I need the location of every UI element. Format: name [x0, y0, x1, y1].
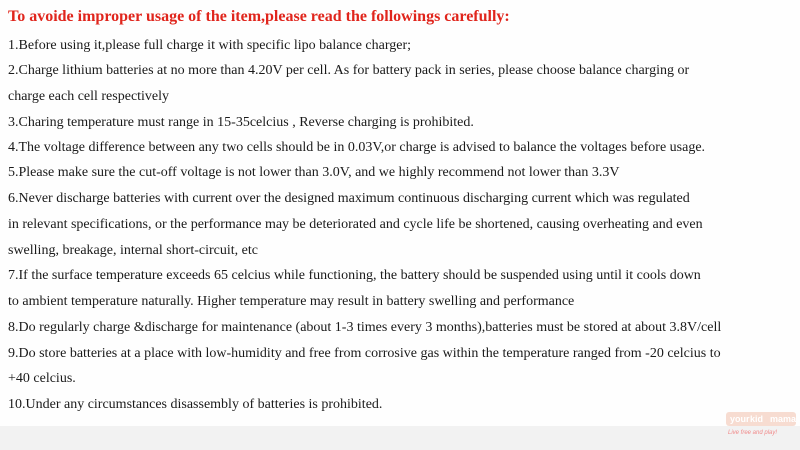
- instruction-line-1: 1.Before using it,please full charge it with specific lipo balance charger;: [8, 38, 412, 53]
- logo-tagline: Live free and play!: [728, 430, 778, 436]
- logo-word-mama: mama: [770, 414, 797, 424]
- instruction-line-7: 7.If the surface temperature exceeds 65 celcius while functioning, the battery should be suspended using until it cools down: [8, 268, 701, 283]
- instruction-line-9-cont: +40 celcius.: [8, 371, 76, 386]
- watermark-logo: [726, 412, 796, 446]
- instruction-line-3: 3.Charing temperature must range in 15-35celcius , Reverse charging is prohibited.: [8, 115, 474, 130]
- instruction-line-9: 9.Do store batteries at a place with low-humidity and free from corrosive gas within the temperature ranged from -20 celcius to: [8, 346, 721, 361]
- instruction-line-4: 4.The voltage difference between any two cells should be in 0.03V,or charge is advised to balance the voltages before usage.: [8, 140, 706, 155]
- instruction-line-6-cont-b: swelling, breakage, internal short-circuit, etc: [8, 243, 258, 258]
- instruction-line-2: 2.Charge lithium batteries at no more than 4.20V per cell. As for battery pack in series, please choose balance charging or: [8, 63, 690, 78]
- instruction-line-6-cont-a: in relevant specifications, or the performance may be deteriorated and cycle life be shortened, causing overheating and even: [8, 217, 703, 232]
- instruction-line-8: 8.Do regularly charge &discharge for maintenance (about 1-3 times every 3 months),batteries must be stored at about 3.8V/cell: [8, 320, 722, 335]
- logo-word-your: your: [730, 414, 750, 424]
- warning-title: To avoide improper usage of the item,please read the followings carefully:: [8, 8, 510, 25]
- instruction-line-10: 10.Under any circumstances disassembly of batteries is prohibited.: [8, 397, 383, 412]
- instruction-line-5: 5.Please make sure the cut-off voltage is not lower than 3.0V, and we highly recommend not lower than 3.3V: [8, 165, 620, 180]
- logo-word-kid: kid: [750, 414, 764, 424]
- instruction-line-2-cont: charge each cell respectively: [8, 89, 170, 104]
- instruction-line-6: 6.Never discharge batteries with current over the designed maximum continuous discharging current which was regulated: [8, 191, 690, 206]
- bottom-band: [0, 426, 800, 450]
- instruction-line-7-cont: to ambient temperature naturally. Higher temperature may result in battery swelling and performance: [8, 294, 575, 309]
